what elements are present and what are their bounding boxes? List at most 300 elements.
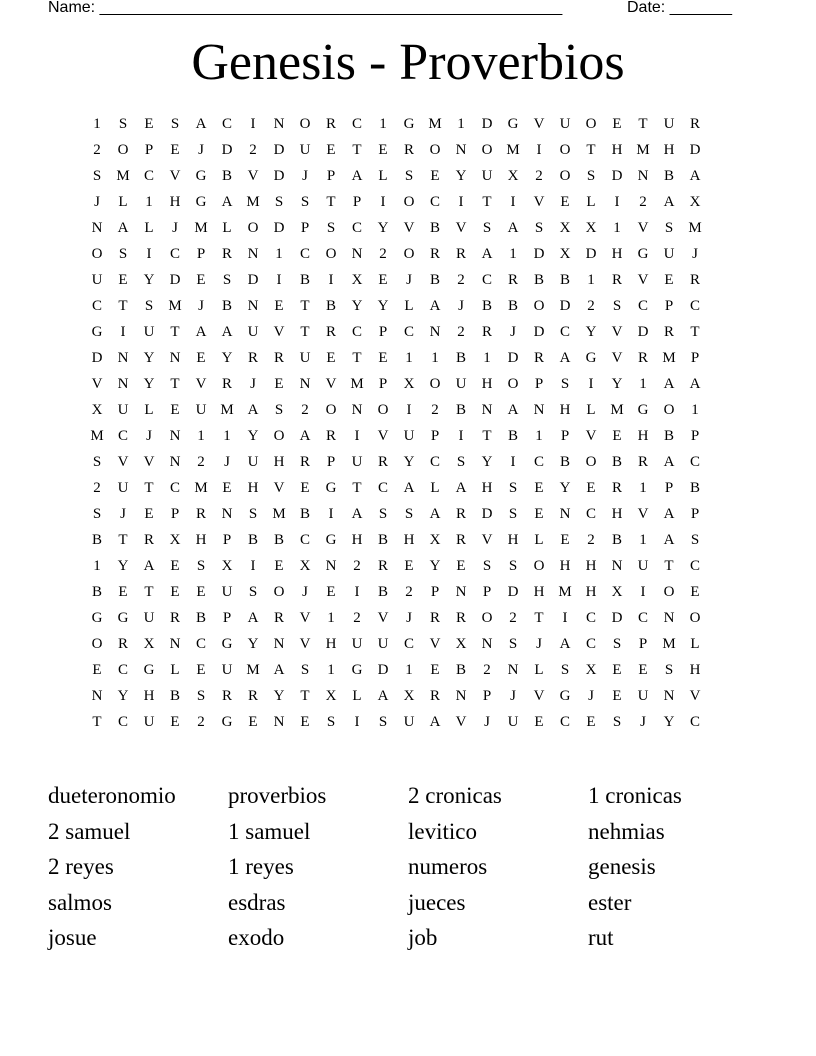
grid-row (84, 657, 740, 683)
grid-letter: M (662, 350, 676, 366)
grid-letter: R (325, 324, 336, 340)
grid-letter: E (144, 506, 154, 522)
grid-letter: V (91, 376, 103, 392)
grid-letter: P (352, 194, 362, 210)
grid-letter: N (169, 350, 181, 366)
grid-letter: X (455, 636, 467, 652)
word-list-item: exodo (228, 925, 285, 950)
grid-letter: M (116, 168, 130, 184)
grid-letter: N (533, 402, 545, 418)
grid-letter: O (559, 168, 571, 184)
grid-letter: V (299, 610, 311, 626)
grid-letter: M (90, 428, 104, 444)
grid-row (84, 501, 740, 527)
grid-letter: J (302, 168, 308, 184)
grid-letter: V (585, 428, 597, 444)
grid-letter: J (484, 714, 490, 730)
grid-letter: J (198, 298, 204, 314)
grid-letter: P (534, 376, 544, 392)
grid-letter: O (273, 584, 285, 600)
grid-letter: X (559, 220, 571, 236)
grid-letter: V (611, 324, 623, 340)
grid-letter: P (222, 532, 232, 548)
grid-letter: P (638, 636, 648, 652)
grid-letter: N (91, 220, 103, 236)
grid-letter: S (196, 558, 206, 574)
grid-letter: S (300, 194, 310, 210)
grid-letter: O (91, 246, 103, 262)
word-list-item: 2 cronicas (408, 783, 502, 808)
grid-letter: S (560, 376, 570, 392)
grid-letter: A (429, 506, 441, 522)
grid-letter: J (406, 610, 412, 626)
grid-letter: 2 (483, 662, 491, 678)
grid-letter: G (325, 532, 337, 548)
grid-letter: B (377, 584, 388, 600)
grid-letter: A (663, 506, 675, 522)
grid-letter: A (377, 688, 389, 704)
grid-letter: 2 (249, 142, 257, 158)
grid-row (84, 215, 740, 241)
grid-letter: I (588, 376, 594, 392)
grid-letter: H (507, 532, 519, 548)
grid-letter: U (351, 454, 363, 470)
grid-letter: 2 (301, 402, 309, 418)
grid-letter: M (662, 636, 676, 652)
grid-letter: C (481, 272, 492, 288)
grid-letter: R (429, 688, 440, 704)
grid-letter: S (92, 506, 102, 522)
grid-letter: B (299, 272, 310, 288)
grid-letter: R (481, 324, 492, 340)
grid-letter: T (300, 324, 310, 340)
grid-letter: X (325, 688, 337, 704)
grid-letter: 1 (639, 376, 647, 392)
grid-letter: T (300, 298, 310, 314)
grid-letter: N (481, 402, 493, 418)
grid-letter: U (637, 688, 649, 704)
grid-letter: M (506, 142, 520, 158)
grid-letter: 2 (457, 324, 465, 340)
grid-letter: A (663, 532, 675, 548)
grid-letter: L (430, 480, 440, 496)
grid-letter: R (611, 480, 622, 496)
grid-letter: A (351, 168, 363, 184)
grid-letter: X (169, 532, 181, 548)
grid-letter: H (481, 376, 493, 392)
grid-row (84, 527, 740, 553)
word-list-item: levitico (408, 818, 477, 844)
grid-letter: V (169, 168, 181, 184)
grid-letter: N (299, 376, 311, 392)
grid-letter: L (586, 402, 596, 418)
grid-letter: E (638, 662, 648, 678)
grid-letter: H (663, 142, 675, 158)
grid-letter: 1 (223, 428, 231, 444)
grid-letter: I (250, 116, 256, 132)
grid-letter: H (325, 636, 337, 652)
grid-letter: R (377, 558, 388, 574)
grid-letter: R (429, 610, 440, 626)
grid-letter: D (481, 116, 493, 132)
grid-letter: A (481, 246, 493, 262)
grid-letter: M (636, 142, 650, 158)
grid-letter: X (585, 220, 597, 236)
grid-letter: T (664, 558, 674, 574)
grid-letter: V (403, 220, 415, 236)
grid-letter: E (560, 532, 570, 548)
grid-letter: A (663, 376, 675, 392)
grid-letter: A (663, 194, 675, 210)
grid-letter: J (224, 454, 230, 470)
grid-letter: I (510, 454, 516, 470)
grid-letter: X (143, 636, 155, 652)
grid-letter: L (404, 298, 414, 314)
grid-letter: G (195, 194, 207, 210)
grid-letter: A (429, 298, 441, 314)
grid-letter: N (117, 376, 129, 392)
grid-letter: B (481, 298, 492, 314)
grid-letter: X (689, 194, 701, 210)
grid-letter: R (325, 116, 336, 132)
grid-letter: U (481, 168, 493, 184)
grid-letter: N (429, 324, 441, 340)
grid-letter: H (637, 428, 649, 444)
grid-letter: C (637, 298, 648, 314)
grid-letter: P (326, 454, 336, 470)
grid-letter: U (299, 142, 311, 158)
grid-letter: E (456, 558, 466, 574)
grid-letter: A (299, 428, 311, 444)
grid-letter: C (533, 454, 544, 470)
grid-letter: A (247, 402, 259, 418)
grid-letter: 1 (587, 272, 595, 288)
grid-letter: B (221, 168, 232, 184)
grid-letter: I (640, 584, 646, 600)
grid-letter: O (507, 376, 519, 392)
grid-letter: E (534, 714, 544, 730)
grid-letter: S (378, 714, 388, 730)
grid-letter: I (250, 558, 256, 574)
grid-letter: L (586, 194, 596, 210)
grid-letter: C (689, 298, 700, 314)
grid-letter: S (118, 116, 128, 132)
grid-letter: D (559, 298, 571, 314)
grid-letter: U (377, 636, 389, 652)
grid-letter: N (247, 298, 259, 314)
grid-letter: J (406, 272, 412, 288)
grid-letter: O (299, 116, 311, 132)
grid-letter: R (689, 116, 700, 132)
grid-letter: E (378, 272, 388, 288)
grid-letter: N (221, 506, 233, 522)
grid-letter: Y (377, 298, 389, 314)
word-list-item: nehmias (588, 818, 665, 844)
grid-letter: H (611, 142, 623, 158)
grid-letter: E (300, 714, 310, 730)
grid-letter: Y (273, 688, 285, 704)
grid-letter: P (222, 610, 232, 626)
grid-letter: S (92, 168, 102, 184)
grid-letter: Y (143, 350, 155, 366)
grid-letter: D (169, 272, 181, 288)
grid-letter: V (637, 220, 649, 236)
grid-letter: B (91, 532, 102, 548)
grid-letter: V (299, 636, 311, 652)
word-search-grid (84, 111, 740, 735)
grid-letter: V (273, 480, 285, 496)
grid-letter: D (221, 142, 233, 158)
grid-letter: G (195, 168, 207, 184)
grid-letter: G (585, 350, 597, 366)
grid-letter: S (508, 636, 518, 652)
grid-letter: M (558, 584, 572, 600)
grid-letter: B (559, 272, 570, 288)
grid-letter: T (638, 116, 648, 132)
grid-letter: S (612, 298, 622, 314)
grid-letter: N (455, 584, 467, 600)
grid-letter: B (689, 480, 700, 496)
grid-letter: T (170, 376, 180, 392)
grid-letter: H (403, 532, 415, 548)
grid-letter: H (533, 584, 545, 600)
grid-letter: P (664, 480, 674, 496)
grid-letter: I (562, 610, 568, 626)
grid-letter: S (170, 116, 180, 132)
grid-letter: T (144, 480, 154, 496)
grid-letter: R (117, 636, 128, 652)
grid-letter: O (429, 142, 441, 158)
grid-letter: B (195, 610, 206, 626)
grid-letter: Y (221, 350, 233, 366)
grid-letter: E (196, 584, 206, 600)
grid-letter: I (120, 324, 126, 340)
grid-letter: X (611, 584, 623, 600)
grid-row (84, 371, 740, 397)
grid-letter: O (377, 402, 389, 418)
grid-letter: B (611, 454, 622, 470)
grid-letter: J (458, 298, 464, 314)
grid-row (84, 631, 740, 657)
grid-letter: O (429, 376, 441, 392)
grid-letter: S (664, 662, 674, 678)
grid-letter: C (195, 636, 206, 652)
grid-letter: S (248, 506, 258, 522)
grid-letter: R (533, 350, 544, 366)
grid-letter: O (585, 116, 597, 132)
grid-letter: H (585, 584, 597, 600)
grid-letter: P (560, 428, 570, 444)
grid-letter: N (169, 454, 181, 470)
grid-letter: C (689, 714, 700, 730)
grid-letter: R (403, 142, 414, 158)
grid-letter: P (378, 324, 388, 340)
grid-letter: S (404, 506, 414, 522)
grid-letter: 1 (405, 350, 413, 366)
grid-letter: C (299, 246, 310, 262)
grid-letter: U (195, 402, 207, 418)
grid-letter: O (91, 636, 103, 652)
grid-letter: B (611, 532, 622, 548)
grid-letter: P (300, 220, 310, 236)
grid-letter: D (611, 610, 623, 626)
grid-letter: C (403, 324, 414, 340)
grid-letter: O (117, 142, 129, 158)
grid-letter: E (196, 662, 206, 678)
grid-letter: G (91, 324, 103, 340)
grid-letter: X (351, 272, 363, 288)
word-list (48, 780, 768, 958)
grid-letter: A (689, 376, 701, 392)
grid-letter: 2 (379, 246, 387, 262)
grid-letter: H (351, 532, 363, 548)
word-list-item: salmos (48, 889, 112, 915)
grid-letter: P (690, 506, 700, 522)
grid-letter: O (325, 402, 337, 418)
grid-letter: 1 (691, 402, 699, 418)
grid-letter: A (455, 480, 467, 496)
word-list-item: genesis (588, 854, 656, 879)
grid-letter: E (170, 142, 180, 158)
grid-letter: A (403, 480, 415, 496)
grid-letter: P (326, 168, 336, 184)
grid-letter: N (663, 610, 675, 626)
grid-letter: G (351, 662, 363, 678)
grid-letter: I (536, 142, 542, 158)
grid-letter: E (560, 194, 570, 210)
grid-letter: N (247, 246, 259, 262)
grid-row (84, 553, 740, 579)
grid-letter: X (91, 402, 103, 418)
grid-letter: R (273, 610, 284, 626)
grid-letter: E (378, 350, 388, 366)
grid-letter: N (325, 558, 337, 574)
grid-letter: N (273, 636, 285, 652)
grid-letter: T (534, 610, 544, 626)
grid-letter: E (92, 662, 102, 678)
grid-letter: J (510, 688, 516, 704)
grid-letter: E (118, 584, 128, 600)
grid-letter: M (428, 116, 442, 132)
grid-row (84, 111, 740, 137)
grid-letter: D (247, 272, 259, 288)
grid-letter: O (325, 246, 337, 262)
grid-letter: S (508, 506, 518, 522)
grid-letter: C (377, 480, 388, 496)
grid-letter: L (534, 532, 544, 548)
grid-letter: S (482, 220, 492, 236)
grid-letter: U (559, 116, 571, 132)
grid-letter: I (354, 714, 360, 730)
date-field-label: Date: _______ (627, 0, 732, 16)
grid-letter: H (611, 506, 623, 522)
grid-letter: T (92, 714, 102, 730)
grid-letter: S (222, 272, 232, 288)
grid-letter: E (196, 350, 206, 366)
grid-letter: I (276, 272, 282, 288)
grid-letter: G (637, 246, 649, 262)
word-list-item: 2 samuel (48, 818, 131, 844)
grid-letter: C (169, 246, 180, 262)
grid-letter: R (325, 428, 336, 444)
grid-letter: A (429, 714, 441, 730)
grid-letter: X (221, 558, 233, 574)
grid-letter: N (637, 168, 649, 184)
grid-letter: J (536, 636, 542, 652)
grid-letter: H (585, 558, 597, 574)
grid-letter: S (118, 246, 128, 262)
grid-letter: U (663, 116, 675, 132)
grid-letter: L (144, 220, 154, 236)
grid-letter: B (221, 298, 232, 314)
grid-letter: A (507, 402, 519, 418)
grid-letter: V (533, 194, 545, 210)
grid-letter: S (586, 168, 596, 184)
word-list-item: jueces (408, 889, 466, 915)
grid-row (84, 449, 740, 475)
grid-letter: S (274, 402, 284, 418)
header (0, 0, 816, 24)
grid-letter: Y (143, 272, 155, 288)
grid-letter: E (430, 168, 440, 184)
grid-letter: S (326, 714, 336, 730)
grid-letter: E (690, 584, 700, 600)
grid-letter: E (586, 714, 596, 730)
grid-letter: S (482, 558, 492, 574)
grid-letter: B (533, 272, 544, 288)
grid-letter: N (169, 636, 181, 652)
grid-letter: R (247, 688, 258, 704)
grid-letter: P (144, 142, 154, 158)
grid-letter: J (250, 376, 256, 392)
grid-letter: H (559, 558, 571, 574)
grid-letter: J (94, 194, 100, 210)
grid-letter: X (559, 246, 571, 262)
grid-row (84, 345, 740, 371)
grid-letter: E (612, 428, 622, 444)
grid-letter: 1 (275, 246, 283, 262)
word-list-item: 1 cronicas (588, 783, 682, 808)
grid-letter: L (170, 662, 180, 678)
grid-letter: B (429, 220, 440, 236)
grid-letter: P (482, 584, 492, 600)
grid-letter: N (169, 428, 181, 444)
grid-letter: E (612, 662, 622, 678)
grid-letter: M (194, 220, 208, 236)
grid-letter: V (273, 324, 285, 340)
grid-row (84, 241, 740, 267)
grid-letter: I (458, 428, 464, 444)
grid-letter: U (247, 324, 259, 340)
grid-letter: L (378, 168, 388, 184)
grid-letter: A (507, 220, 519, 236)
grid-letter: A (273, 662, 285, 678)
grid-letter: D (689, 142, 701, 158)
grid-letter: U (299, 350, 311, 366)
grid-letter: T (300, 688, 310, 704)
grid-letter: O (663, 584, 675, 600)
grid-letter: E (274, 558, 284, 574)
grid-letter: Y (143, 376, 155, 392)
grid-letter: M (246, 662, 260, 678)
word-list-item: ester (588, 889, 632, 915)
grid-letter: D (273, 220, 285, 236)
grid-letter: N (455, 688, 467, 704)
grid-letter: D (533, 324, 545, 340)
grid-letter: B (455, 350, 466, 366)
grid-letter: D (91, 350, 103, 366)
grid-letter: G (403, 116, 415, 132)
